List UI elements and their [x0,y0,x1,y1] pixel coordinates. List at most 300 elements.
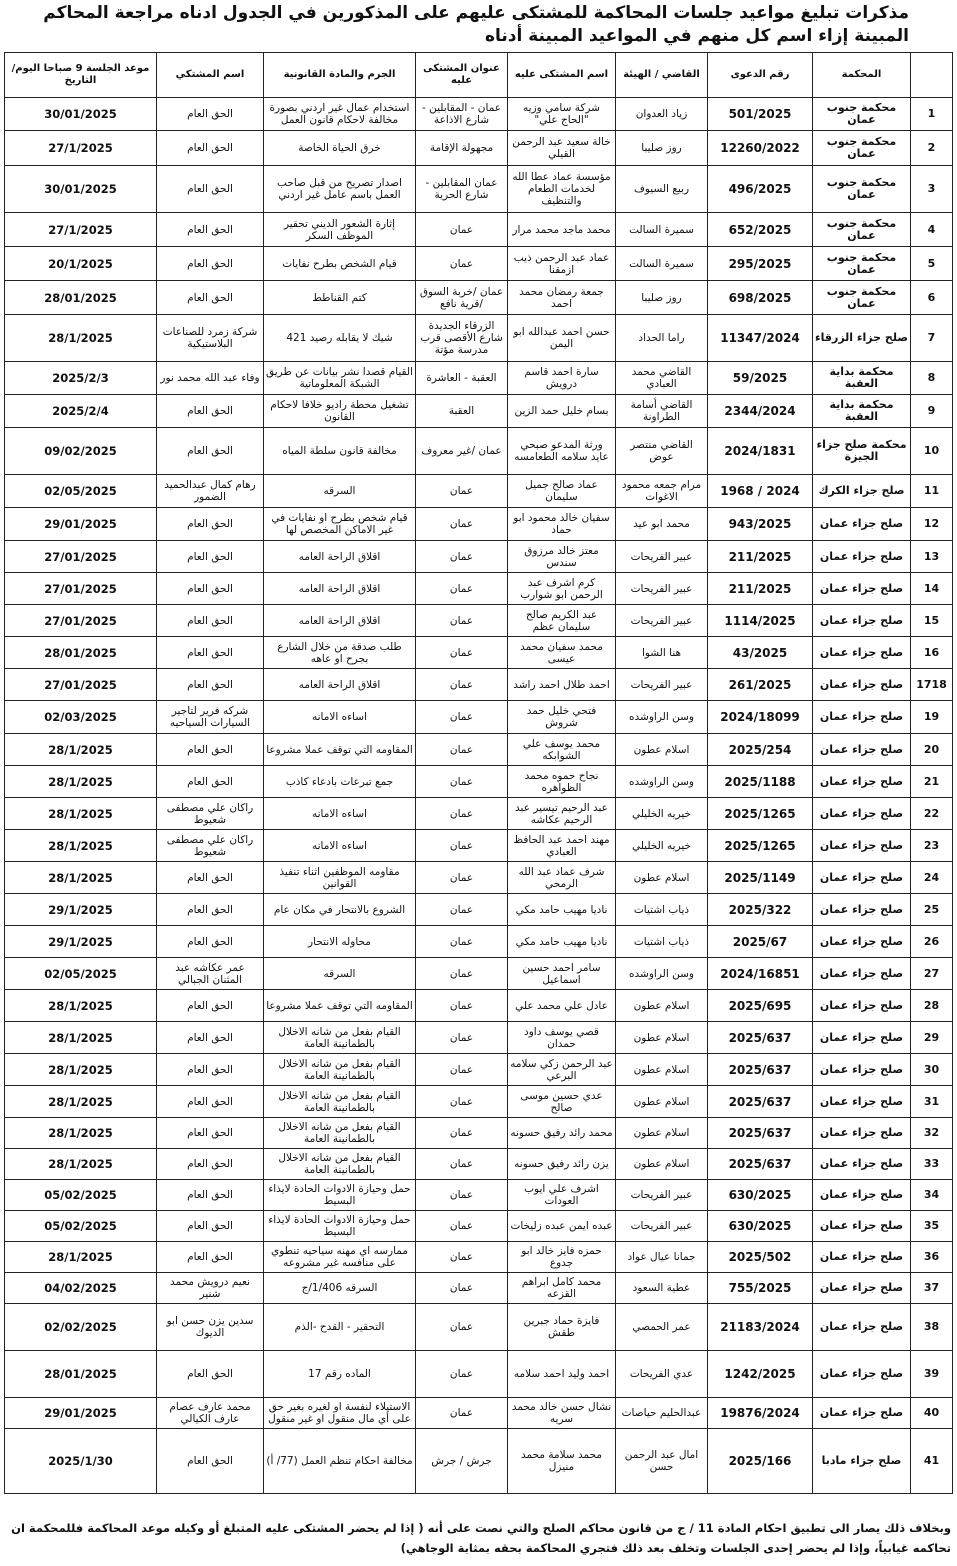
court-name: صلح جزاء عمان [813,1118,911,1149]
case-number: 11347/2024 [708,315,813,362]
row-number: 10 [911,428,953,475]
footer-note: وبخلاف ذلك يصار الى تطبيق احكام المادة 11 / ج من قانون محاكم الصلح والتي نصت على أنه ( إذا لم يحضر المشتكى عليه المتبلغ أو وكيله موعد المحاكمة فللمحكمة ان تحاكمه غيابياً، وإذا لم يحضر إحدى الجلسات وتخلف بعد ذلك فتجري المحاكمة بحقه بمثابة الوجاهي) [11,1521,951,1555]
plaintiff-name: الحق العام [157,1242,264,1273]
judge-name: وسن الراوشده [616,766,708,798]
defendant-address: جرش / جرش [416,1429,508,1494]
defendant-name: عدي حسين موسى صالح [508,1086,616,1118]
defendant-address: عمان [416,701,508,734]
defendant-name: محمد سلامة محمد منيزل [508,1429,616,1494]
defendant-address: عمان [416,573,508,605]
defendant-address: عمان [416,1242,508,1273]
table-row [5,862,953,894]
judge-name: زياد العدوان [616,98,708,131]
court-name: صلح جزاء عمان [813,1022,911,1054]
plaintiff-name: الحق العام [157,166,264,213]
hearing-date: 28/1/2025 [5,1149,157,1180]
plaintiff-name: شركه فرير لتاجير السيارات السياحيه [157,701,264,734]
table-row [5,990,953,1022]
court-name: محكمة بداية العقبة [813,395,911,428]
judge-name: عبير الفريحات [616,605,708,637]
crime-article: القيام قصدا نشر بيانات عن طريق الشبكة المعلوماتية [264,362,416,395]
table-row [5,315,953,362]
header-number [911,53,953,98]
defendant-address: عمان [416,830,508,862]
table-row [5,213,953,247]
judge-name: عبدالحليم حياصات [616,1398,708,1429]
plaintiff-name: راكان علي مصطفى شعيوط [157,830,264,862]
court-name: صلح جزاء عمان [813,830,911,862]
header-plaintiff: اسم المشتكي [157,53,264,98]
judge-name: عبير الفريحات [616,669,708,701]
plaintiff-name: محمد عارف عصام عارف الكيالي [157,1398,264,1429]
row-number: 22 [911,798,953,830]
defendant-address: عمان /غير معروف [416,428,508,475]
case-number: 652/2025 [708,213,813,247]
judge-name: اسلام عطون [616,1118,708,1149]
judge-name: عبير الفريحات [616,1211,708,1242]
row-number: 26 [911,926,953,958]
plaintiff-name: الحق العام [157,990,264,1022]
table-row [5,1180,953,1211]
judge-name: خيريه الخليلي [616,798,708,830]
court-name: صلح جزاء عمان [813,798,911,830]
crime-article: إثارة الشعور الديني تحقير الموظف السكر [264,213,416,247]
row-number: 9 [911,395,953,428]
defendant-address: عمان [416,669,508,701]
judge-name: سميرة السالت [616,213,708,247]
court-name: محكمة جنوب عمان [813,166,911,213]
table-row [5,1398,953,1429]
hearing-date: 29/1/2025 [5,894,157,926]
court-name: صلح جزاء عمان [813,894,911,926]
defendant-address: عمان [416,990,508,1022]
row-number: 27 [911,958,953,990]
crime-article: اقلاق الراحة العامه [264,541,416,573]
defendant-name: نجاح حموه محمد الظواهره [508,766,616,798]
crime-article: القيام بفعل من شانه الاخلال بالطمانينة العامة [264,1149,416,1180]
court-name: صلح جزاء عمان [813,1398,911,1429]
plaintiff-name: الحق العام [157,894,264,926]
court-name: صلح جزاء عمان [813,541,911,573]
case-number: 211/2025 [708,573,813,605]
hearing-date: 20/1/2025 [5,247,157,281]
defendant-name: شرف عماد عبد الله الرمحي [508,862,616,894]
hearing-date: 28/1/2025 [5,862,157,894]
crime-article: قيام الشخص بطرح نفايات [264,247,416,281]
judge-name: روز صليبا [616,281,708,315]
case-number: 2344/2024 [708,395,813,428]
defendant-name: مهند احمد عبد الحافظ العبادي [508,830,616,862]
crime-article: طلب صدقة من خلال الشارع بجرح او عاهه [264,637,416,669]
hearing-date: 28/1/2025 [5,766,157,798]
defendant-name: مؤسسة عماد عطا الله لخدمات الطعام والتنظيف [508,166,616,213]
table-row [5,926,953,958]
hearing-date: 2025/1/30 [5,1429,157,1494]
judge-name: خيريه الخليلي [616,830,708,862]
row-number: 31 [911,1086,953,1118]
defendant-address: العقبة - العاشرة [416,362,508,395]
row-number: 20 [911,734,953,766]
case-number: 2025/637 [708,1022,813,1054]
crime-article: القيام بفعل من شانه الاخلال بالطمانينة العامة [264,1022,416,1054]
row-number: 28 [911,990,953,1022]
court-name: محكمة صلح جزاء الجيزة [813,428,911,475]
defendant-address: عمان [416,766,508,798]
judge-name: عمر الحمصي [616,1304,708,1351]
case-number: 211/2025 [708,541,813,573]
plaintiff-name: الحق العام [157,98,264,131]
defendant-address: عمان [416,734,508,766]
table-row [5,1086,953,1118]
plaintiff-name: الحق العام [157,247,264,281]
crime-article: اساءه الامانه [264,830,416,862]
plaintiff-name: الحق العام [157,1118,264,1149]
defendant-name: معتز خالد مرزوق سندس [508,541,616,573]
table-row [5,247,953,281]
crime-article: السرقه 1/406/ج [264,1273,416,1304]
table-row [5,766,953,798]
judge-name: اسلام عطون [616,734,708,766]
table-row [5,166,953,213]
court-name: صلح جزاء الزرقاء [813,315,911,362]
case-number: 2025/637 [708,1054,813,1086]
plaintiff-name: الحق العام [157,926,264,958]
table-row [5,362,953,395]
defendant-name: قصي يوسف داود حمدان [508,1022,616,1054]
case-number: 2025/502 [708,1242,813,1273]
court-name: صلح جزاء عمان [813,926,911,958]
court-name: صلح جزاء عمان [813,862,911,894]
judge-name: جمانا عيال عواد [616,1242,708,1273]
court-name: محكمة جنوب عمان [813,281,911,315]
crime-article: مخالفة قانون سلطة المياه [264,428,416,475]
defendant-address: عمان [416,1149,508,1180]
hearing-date: 28/01/2025 [5,637,157,669]
court-name: صلح جزاء الكرك [813,475,911,508]
case-number: 2025/1149 [708,862,813,894]
defendant-name: محمد ماجد محمد مرار [508,213,616,247]
table-row [5,830,953,862]
court-name: محكمة جنوب عمان [813,213,911,247]
crime-article: كتم القناطط [264,281,416,315]
case-number: 2025/1265 [708,798,813,830]
defendant-name: سارة احمد قاسم درويش [508,362,616,395]
case-number: 2025/67 [708,926,813,958]
defendant-name: حمزه فايز خالد ابو جدوع [508,1242,616,1273]
row-number: 6 [911,281,953,315]
defendant-address: عمان [416,1398,508,1429]
court-name: صلح جزاء عمان [813,734,911,766]
judge-name: القاضي محمد العبادي [616,362,708,395]
hearing-date: 02/05/2025 [5,958,157,990]
row-number: 7 [911,315,953,362]
crime-article: اساءه الامانه [264,798,416,830]
table-row [5,573,953,605]
case-number: 2024/16851 [708,958,813,990]
court-name: صلح جزاء عمان [813,669,911,701]
judge-name: راما الحداد [616,315,708,362]
crime-article: جمع تبرعات بادعاء كاذب [264,766,416,798]
defendant-address: عمان [416,1118,508,1149]
table-row [5,605,953,637]
plaintiff-name: الحق العام [157,213,264,247]
hearing-date: 28/1/2025 [5,315,157,362]
judge-name: اسلام عطون [616,862,708,894]
defendant-address: عمان [416,541,508,573]
plaintiff-name: عمر عكاشه عبد المثنان الجبالي [157,958,264,990]
plaintiff-name: الحق العام [157,573,264,605]
case-number: 21183/2024 [708,1304,813,1351]
row-number: 39 [911,1351,953,1398]
row-number: 4 [911,213,953,247]
hearing-date: 28/1/2025 [5,830,157,862]
plaintiff-name: الحق العام [157,1351,264,1398]
case-number: 496/2025 [708,166,813,213]
table-row [5,734,953,766]
row-number: 21 [911,766,953,798]
hearing-date: 28/1/2025 [5,734,157,766]
judge-name: القاضي منتصر عوض [616,428,708,475]
plaintiff-name: الحق العام [157,734,264,766]
defendant-name: سامر احمد حسين اسماعيل [508,958,616,990]
plaintiff-name: الحق العام [157,395,264,428]
table-row [5,1054,953,1086]
defendant-name: عبد الكريم صالح سليمان عظم [508,605,616,637]
table-row [5,1022,953,1054]
plaintiff-name: الحق العام [157,281,264,315]
hearing-date: 28/1/2025 [5,990,157,1022]
crime-article: القيام بفعل من شانه الاخلال بالطمانينة العامة [264,1054,416,1086]
court-name: صلح جزاء عمان [813,1211,911,1242]
table-row [5,1351,953,1398]
defendant-name: يزن رائد رفيق حسونه [508,1149,616,1180]
table-row [5,1273,953,1304]
table-row [5,1304,953,1351]
hearing-date: 02/03/2025 [5,701,157,734]
crime-article: مقاومه الموظفين اثناء تنفيذ القوانين [264,862,416,894]
row-number: 24 [911,862,953,894]
defendant-name: محمد كامل ابراهم القزعه [508,1273,616,1304]
case-number: 2024/18099 [708,701,813,734]
hearing-date: 30/01/2025 [5,98,157,131]
case-number: 698/2025 [708,281,813,315]
defendant-address: عمان [416,862,508,894]
plaintiff-name: رهام كمال عبدالحميد الضمور [157,475,264,508]
court-name: صلح جزاء عمان [813,1180,911,1211]
case-number: 2024/1831 [708,428,813,475]
case-number: 943/2025 [708,508,813,541]
crime-article: الشروع بالانتحار في مكان عام [264,894,416,926]
court-name: صلح جزاء عمان [813,1304,911,1351]
case-number: 630/2025 [708,1211,813,1242]
plaintiff-name: الحق العام [157,541,264,573]
plaintiff-name: الحق العام [157,1149,264,1180]
defendant-address: عمان [416,1054,508,1086]
defendant-name: حسن احمد عبدالله ابو اليمن [508,315,616,362]
hearing-date: 28/1/2025 [5,1242,157,1273]
defendant-address: عمان [416,508,508,541]
defendant-name: فتحي خليل حمد شروش [508,701,616,734]
crime-article: قيام شخص بطرح او نفايات في غير الاماكن المخصص لها [264,508,416,541]
case-number: 2025/637 [708,1149,813,1180]
hearing-date: 29/01/2025 [5,508,157,541]
defendant-name: عبد الرحيم تيسير عبد الرحيم عكاشه [508,798,616,830]
court-name: محكمة بداية العقبة [813,362,911,395]
defendant-name: سفيان خالد محمود ابو حماد [508,508,616,541]
hearing-date: 29/01/2025 [5,1398,157,1429]
plaintiff-name: الحق العام [157,669,264,701]
header-case-number: رقم الدعوى [708,53,813,98]
court-name: صلح جزاء عمان [813,508,911,541]
court-name: صلح جزاء مادبا [813,1429,911,1494]
crime-article: السرقه [264,475,416,508]
plaintiff-name: الحق العام [157,1086,264,1118]
row-number: 36 [911,1242,953,1273]
row-number: 32 [911,1118,953,1149]
case-number: 501/2025 [708,98,813,131]
defendant-address: الزرقاء الجديدة شارع الأقصى قرب مدرسة مؤتة [416,315,508,362]
plaintiff-name: راكان علي مصطفى شعيوط [157,798,264,830]
defendant-address: عمان [416,894,508,926]
crime-article: المقاومه التي توقف عملا مشروعا [264,734,416,766]
judge-name: اسلام عطون [616,990,708,1022]
table-row [5,281,953,315]
plaintiff-name: الحق العام [157,1022,264,1054]
row-number: 1718 [911,669,953,701]
header-defendant-address: عنوان المشتكى عليه [416,53,508,98]
crime-article: الماده رقم 17 [264,1351,416,1398]
court-name: صلح جزاء عمان [813,1054,911,1086]
case-number: 2025/322 [708,894,813,926]
header-judge: القاضي / الهيئة [616,53,708,98]
row-number: 41 [911,1429,953,1494]
defendant-address: عمان [416,213,508,247]
defendant-name: محمد رائد رفيق حسونه [508,1118,616,1149]
defendant-name: عبده ايمن عبده زليخات [508,1211,616,1242]
judge-name: عطية السعود [616,1273,708,1304]
defendant-address: عمان [416,1304,508,1351]
row-number: 3 [911,166,953,213]
hearing-date: 05/02/2025 [5,1211,157,1242]
crime-article: مخالفة احكام تنظم العمل (77/ أ) [264,1429,416,1494]
hearing-date: 05/02/2025 [5,1180,157,1211]
crime-article: استخدام عمال غير اردني بصورة مخالفة لاحكام قانون العمل [264,98,416,131]
case-number: 295/2025 [708,247,813,281]
hearing-date: 27/01/2025 [5,669,157,701]
judge-name: سميرة السالت [616,247,708,281]
case-number: 2025/695 [708,990,813,1022]
defendant-name: خالة سعيد عبد الرحمن القيلي [508,131,616,166]
plaintiff-name: سدين يزن حسن ابو الديوك [157,1304,264,1351]
hearing-date: 27/01/2025 [5,573,157,605]
row-number: 33 [911,1149,953,1180]
judge-name: عبير الفريحات [616,573,708,605]
crime-article: اساءه الامانه [264,701,416,734]
case-number: 755/2025 [708,1273,813,1304]
row-number: 11 [911,475,953,508]
row-number: 1 [911,98,953,131]
crime-article: اقلاق الراحة العامه [264,669,416,701]
defendant-address: عمان [416,637,508,669]
defendant-address: مجهولة الإقامة [416,131,508,166]
case-number: 59/2025 [708,362,813,395]
crime-article: محاوله الانتحار [264,926,416,958]
table-row [5,395,953,428]
case-number: 1114/2025 [708,605,813,637]
row-number: 19 [911,701,953,734]
crime-article: خرق الحياة الخاصة [264,131,416,166]
judge-name: مرام جمعه محمود الاغوات [616,475,708,508]
court-name: محكمة جنوب عمان [813,131,911,166]
crime-article: المقاومه التي توقف عملا مشروعا [264,990,416,1022]
row-number: 16 [911,637,953,669]
defendant-address: عمان [416,1022,508,1054]
defendant-address: عمان [416,1273,508,1304]
defendant-address: عمان [416,247,508,281]
header-defendant-name: اسم المشتكى عليه [508,53,616,98]
case-number: 2024 / 1968 [708,475,813,508]
defendant-address: عمان [416,958,508,990]
judge-name: روز صليبا [616,131,708,166]
table-row [5,894,953,926]
defendant-name: عبد الرحمن زكي سلامه البرعي [508,1054,616,1086]
defendant-address: عمان [416,605,508,637]
judge-name: عبير الفريحات [616,541,708,573]
row-number: 13 [911,541,953,573]
judge-name: محمد ابو عيد [616,508,708,541]
defendant-name: بسام خليل حمد الزين [508,395,616,428]
crime-article: اصدار تصريح من قبل صاحب العمل باسم عامل غير اردني [264,166,416,213]
case-number: 2025/1265 [708,830,813,862]
plaintiff-name: نعيم درويش محمد شنير [157,1273,264,1304]
hearing-date: 27/1/2025 [5,131,157,166]
plaintiff-name: الحق العام [157,1211,264,1242]
table-row [5,1149,953,1180]
crime-article: الاستيلاء لنفسة او لغيره بغير حق على أي مال منقول او غير منقول [264,1398,416,1429]
hearing-date: 09/02/2025 [5,428,157,475]
hearing-date: 28/01/2025 [5,1351,157,1398]
hearing-date: 27/01/2025 [5,541,157,573]
court-name: صلح جزاء عمان [813,958,911,990]
row-number: 35 [911,1211,953,1242]
hearing-date: 2025/2/4 [5,395,157,428]
court-name: صلح جزاء عمان [813,990,911,1022]
defendant-name: اشرف علي ايوب العودات [508,1180,616,1211]
court-name: صلح جزاء عمان [813,1273,911,1304]
row-number: 23 [911,830,953,862]
case-number: 2025/1188 [708,766,813,798]
court-name: صلح جزاء عمان [813,573,911,605]
court-name: صلح جزاء عمان [813,766,911,798]
hearing-date: 27/1/2025 [5,213,157,247]
plaintiff-name: الحق العام [157,131,264,166]
row-number: 34 [911,1180,953,1211]
row-number: 37 [911,1273,953,1304]
hearing-date: 28/1/2025 [5,1054,157,1086]
table-row [5,475,953,508]
crime-article: السرقه [264,958,416,990]
plaintiff-name: الحق العام [157,1429,264,1494]
defendant-address: عمان /خربة السوق /قرية نافع [416,281,508,315]
plaintiff-name: الحق العام [157,637,264,669]
judge-name: اسلام عطون [616,1022,708,1054]
defendant-address: عمان [416,1211,508,1242]
case-number: 43/2025 [708,637,813,669]
court-name: صلح جزاء عمان [813,1242,911,1273]
defendant-address: العقبة [416,395,508,428]
row-number: 5 [911,247,953,281]
hearing-date: 28/01/2025 [5,281,157,315]
